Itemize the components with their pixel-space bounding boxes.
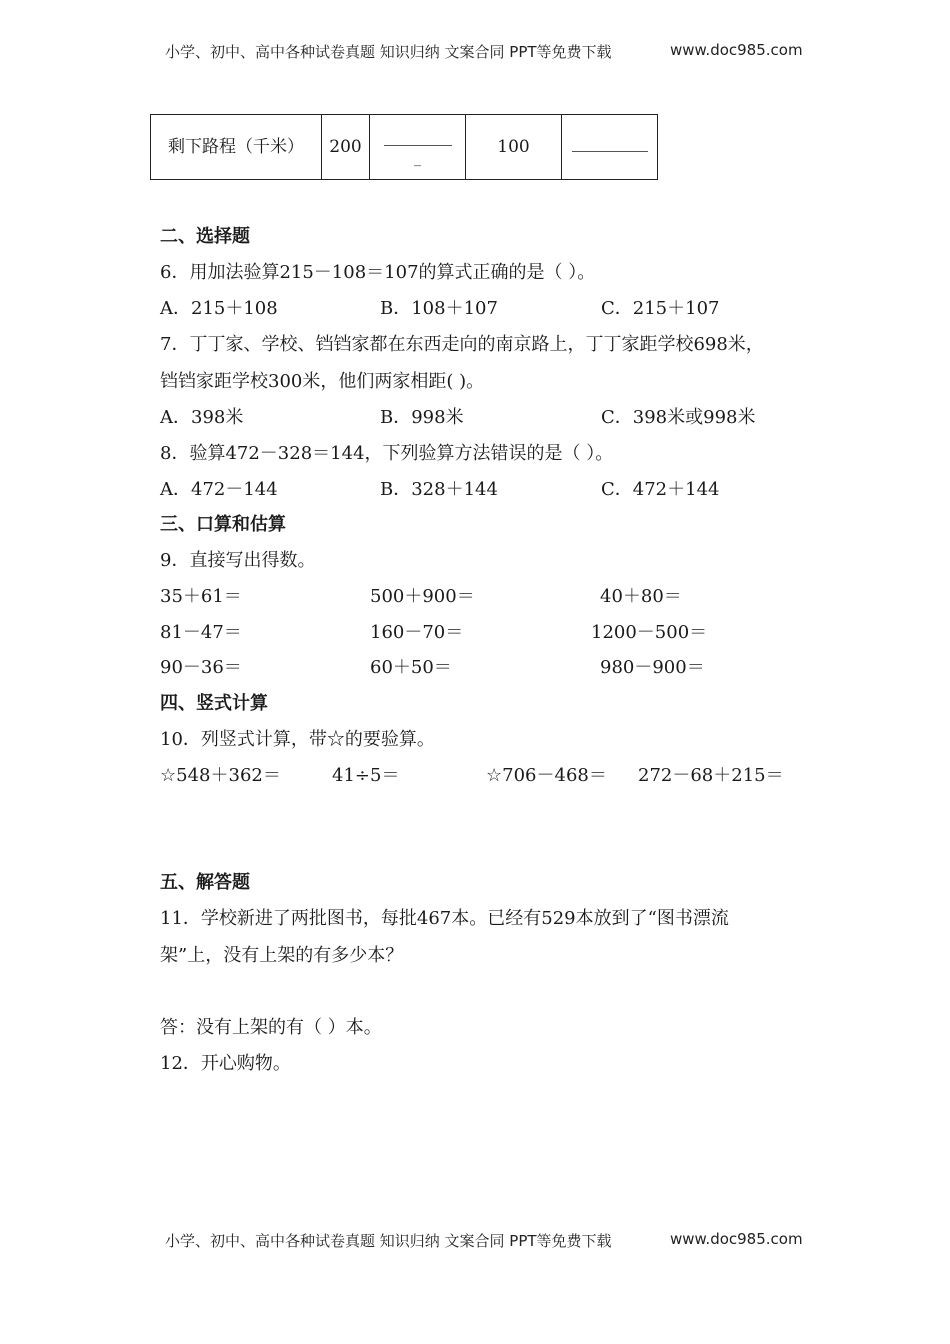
footer-text: 小学、初中、高中各种试卷真题 知识归纳 文案合同 PPT等免费下载 xyxy=(165,1232,612,1250)
answer-line: 答：没有上架的有（ ）本。 xyxy=(160,1017,382,1038)
section-title: 五、解答题 xyxy=(160,872,250,893)
option-a: A．398米 xyxy=(160,407,244,428)
table-cell: 200 xyxy=(322,115,370,180)
oral-calc: 980－900＝ xyxy=(600,657,705,678)
distance-table xyxy=(150,114,658,180)
table-blank-cell xyxy=(562,115,658,180)
vertical-calc: ☆706－468＝ xyxy=(486,765,607,786)
option-b: B．328＋144 xyxy=(380,479,498,500)
question-7-line2: 铛铛家距学校300米，他们两家相距( )。 xyxy=(160,371,485,392)
oral-calc: 1200－500＝ xyxy=(591,622,708,643)
question-7-line1: 7．丁丁家、学校、铛铛家都在东西走向的南京路上，丁丁家距学校698米， xyxy=(160,334,764,355)
option-a: A．215＋108 xyxy=(160,298,278,319)
footer-url: www.doc985.com xyxy=(670,1230,803,1248)
question-9: 9．直接写出得数。 xyxy=(160,550,316,571)
oral-calc: 60＋50＝ xyxy=(370,657,452,678)
option-b: B．108＋107 xyxy=(380,298,498,319)
table-row xyxy=(151,115,658,180)
table-blank-cell: _ xyxy=(370,115,466,180)
option-b: B．998米 xyxy=(380,407,464,428)
header-url: www.doc985.com xyxy=(670,41,803,59)
question-11-line1: 11．学校新进了两批图书，每批467本。已经有529本放到了“图书漂流 xyxy=(160,908,729,929)
vertical-calc: 41÷5＝ xyxy=(332,765,400,786)
section-title: 二、选择题 xyxy=(160,226,250,247)
question-11-line2: 架”上，没有上架的有多少本？ xyxy=(160,945,404,966)
oral-calc: 40＋80＝ xyxy=(600,586,682,607)
option-c: C．398米或998米 xyxy=(601,407,756,428)
table-row-label: 剩下路程（千米） xyxy=(151,115,322,180)
section-title: 四、竖式计算 xyxy=(160,693,268,714)
vertical-calc: ☆548＋362＝ xyxy=(160,765,281,786)
oral-calc: 35＋61＝ xyxy=(160,586,242,607)
oral-calc: 500＋900＝ xyxy=(370,586,475,607)
question-12: 12．开心购物。 xyxy=(160,1053,291,1074)
option-a: A．472－144 xyxy=(160,479,278,500)
section-title: 三、口算和估算 xyxy=(160,514,286,535)
header-text: 小学、初中、高中各种试卷真题 知识归纳 文案合同 PPT等免费下载 xyxy=(165,43,612,61)
question-6: 6．用加法验算215－108＝107的算式正确的是（ ）。 xyxy=(160,262,596,283)
option-c: C．215＋107 xyxy=(601,298,720,319)
question-10: 10．列竖式计算，带☆的要验算。 xyxy=(160,729,435,750)
oral-calc: 81－47＝ xyxy=(160,622,242,643)
oral-calc: 90－36＝ xyxy=(160,657,242,678)
vertical-calc: 272－68＋215＝ xyxy=(638,765,784,786)
question-8: 8．验算472－328＝144，下列验算方法错误的是（ ）。 xyxy=(160,443,614,464)
option-c: C．472＋144 xyxy=(601,479,720,500)
oral-calc: 160－70＝ xyxy=(370,622,464,643)
table-cell: 100 xyxy=(466,115,562,180)
